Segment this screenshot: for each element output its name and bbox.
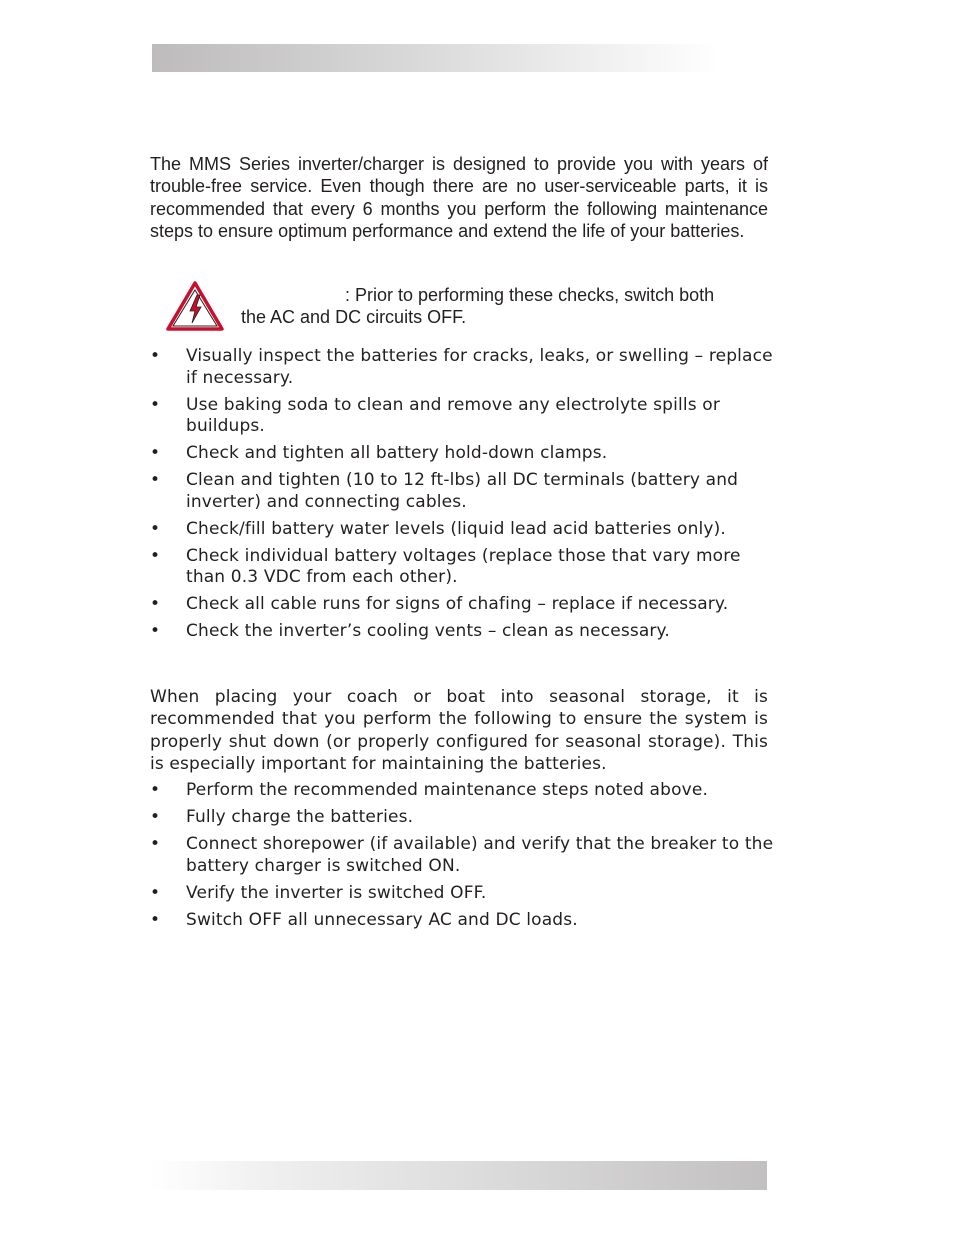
bullet: • <box>150 394 161 415</box>
storage-paragraph: When placing your coach or boat into seasonal storage, it is recommended that you perform the following to ensure the system is properly shut down (or properly configured for seasonal storage). This is especially important for maintaining the batteries. <box>150 687 768 775</box>
bullet: • <box>150 909 161 930</box>
warning-text <box>241 284 771 329</box>
list-item <box>150 834 775 877</box>
bullet: • <box>150 594 161 615</box>
list-item <box>150 519 775 541</box>
list-item <box>150 346 775 389</box>
list-item-text: Verify the inverter is switched OFF. <box>186 882 487 903</box>
bullet: • <box>150 780 161 800</box>
bullet: • <box>150 806 161 827</box>
list-item <box>150 883 775 905</box>
bullet: • <box>150 545 161 566</box>
list-item-text: Switch OFF all unnecessary AC and DC loads. <box>186 909 578 930</box>
list-item-text: Check the inverter’s cooling vents – clean as necessary. <box>186 621 670 642</box>
list-item-text: Check all cable runs for signs of chafing – replace if necessary. <box>186 594 729 615</box>
list-item-text: Check/fill battery water levels (liquid lead acid batteries only). <box>186 518 726 539</box>
list-item-text: Use baking soda to clean and remove any electrolyte spills or buildups. <box>186 394 720 437</box>
list-item-text: Connect shorepower (if available) and verify that the breaker to the battery charger is switched ON. <box>186 833 774 876</box>
warning-line-2: the AC and DC circuits OFF. <box>241 307 467 328</box>
footer-bar <box>150 1161 767 1190</box>
storage-list <box>150 780 775 937</box>
list-item <box>150 910 775 932</box>
list-item <box>150 621 775 643</box>
list-item-text: Perform the recommended maintenance steps noted above. <box>186 780 708 800</box>
bullet: • <box>150 443 161 464</box>
bullet: • <box>150 833 161 854</box>
bullet: • <box>150 518 161 539</box>
warning-line-1: : Prior to performing these checks, switch both <box>345 285 715 305</box>
list-item <box>150 395 775 438</box>
list-item-text: Visually inspect the batteries for cracks, leaks, or swelling – replace if necessary. <box>186 346 773 388</box>
list-item-text: Fully charge the batteries. <box>186 806 414 827</box>
bullet: • <box>150 882 161 903</box>
maintenance-list <box>150 346 775 648</box>
list-item <box>150 594 775 616</box>
list-item-text: Clean and tighten (10 to 12 ft-lbs) all DC terminals (battery and inverter) and connecting cables. <box>186 470 739 512</box>
bullet: • <box>150 346 161 366</box>
list-item <box>150 470 775 513</box>
list-item-text: Check and tighten all battery hold-down clamps. <box>186 443 608 464</box>
bullet: • <box>150 621 161 642</box>
list-item-text: Check individual battery voltages (replace those that vary more than 0.3 VDC from each other). <box>186 545 741 588</box>
list-item <box>150 807 775 829</box>
electrical-hazard-icon <box>166 281 224 331</box>
list-item <box>150 546 775 589</box>
header-bar <box>152 44 720 72</box>
list-item <box>150 443 775 465</box>
bullet: • <box>150 470 161 491</box>
intro-paragraph: The MMS Series inverter/charger is designed to provide you with years of trouble-free service. Even though there are no user-serviceable parts, it is recommended that every 6 months you perform the following maintenance steps to ensure optimum performance and extend the life of your batteries. <box>150 154 768 242</box>
list-item <box>150 780 775 802</box>
